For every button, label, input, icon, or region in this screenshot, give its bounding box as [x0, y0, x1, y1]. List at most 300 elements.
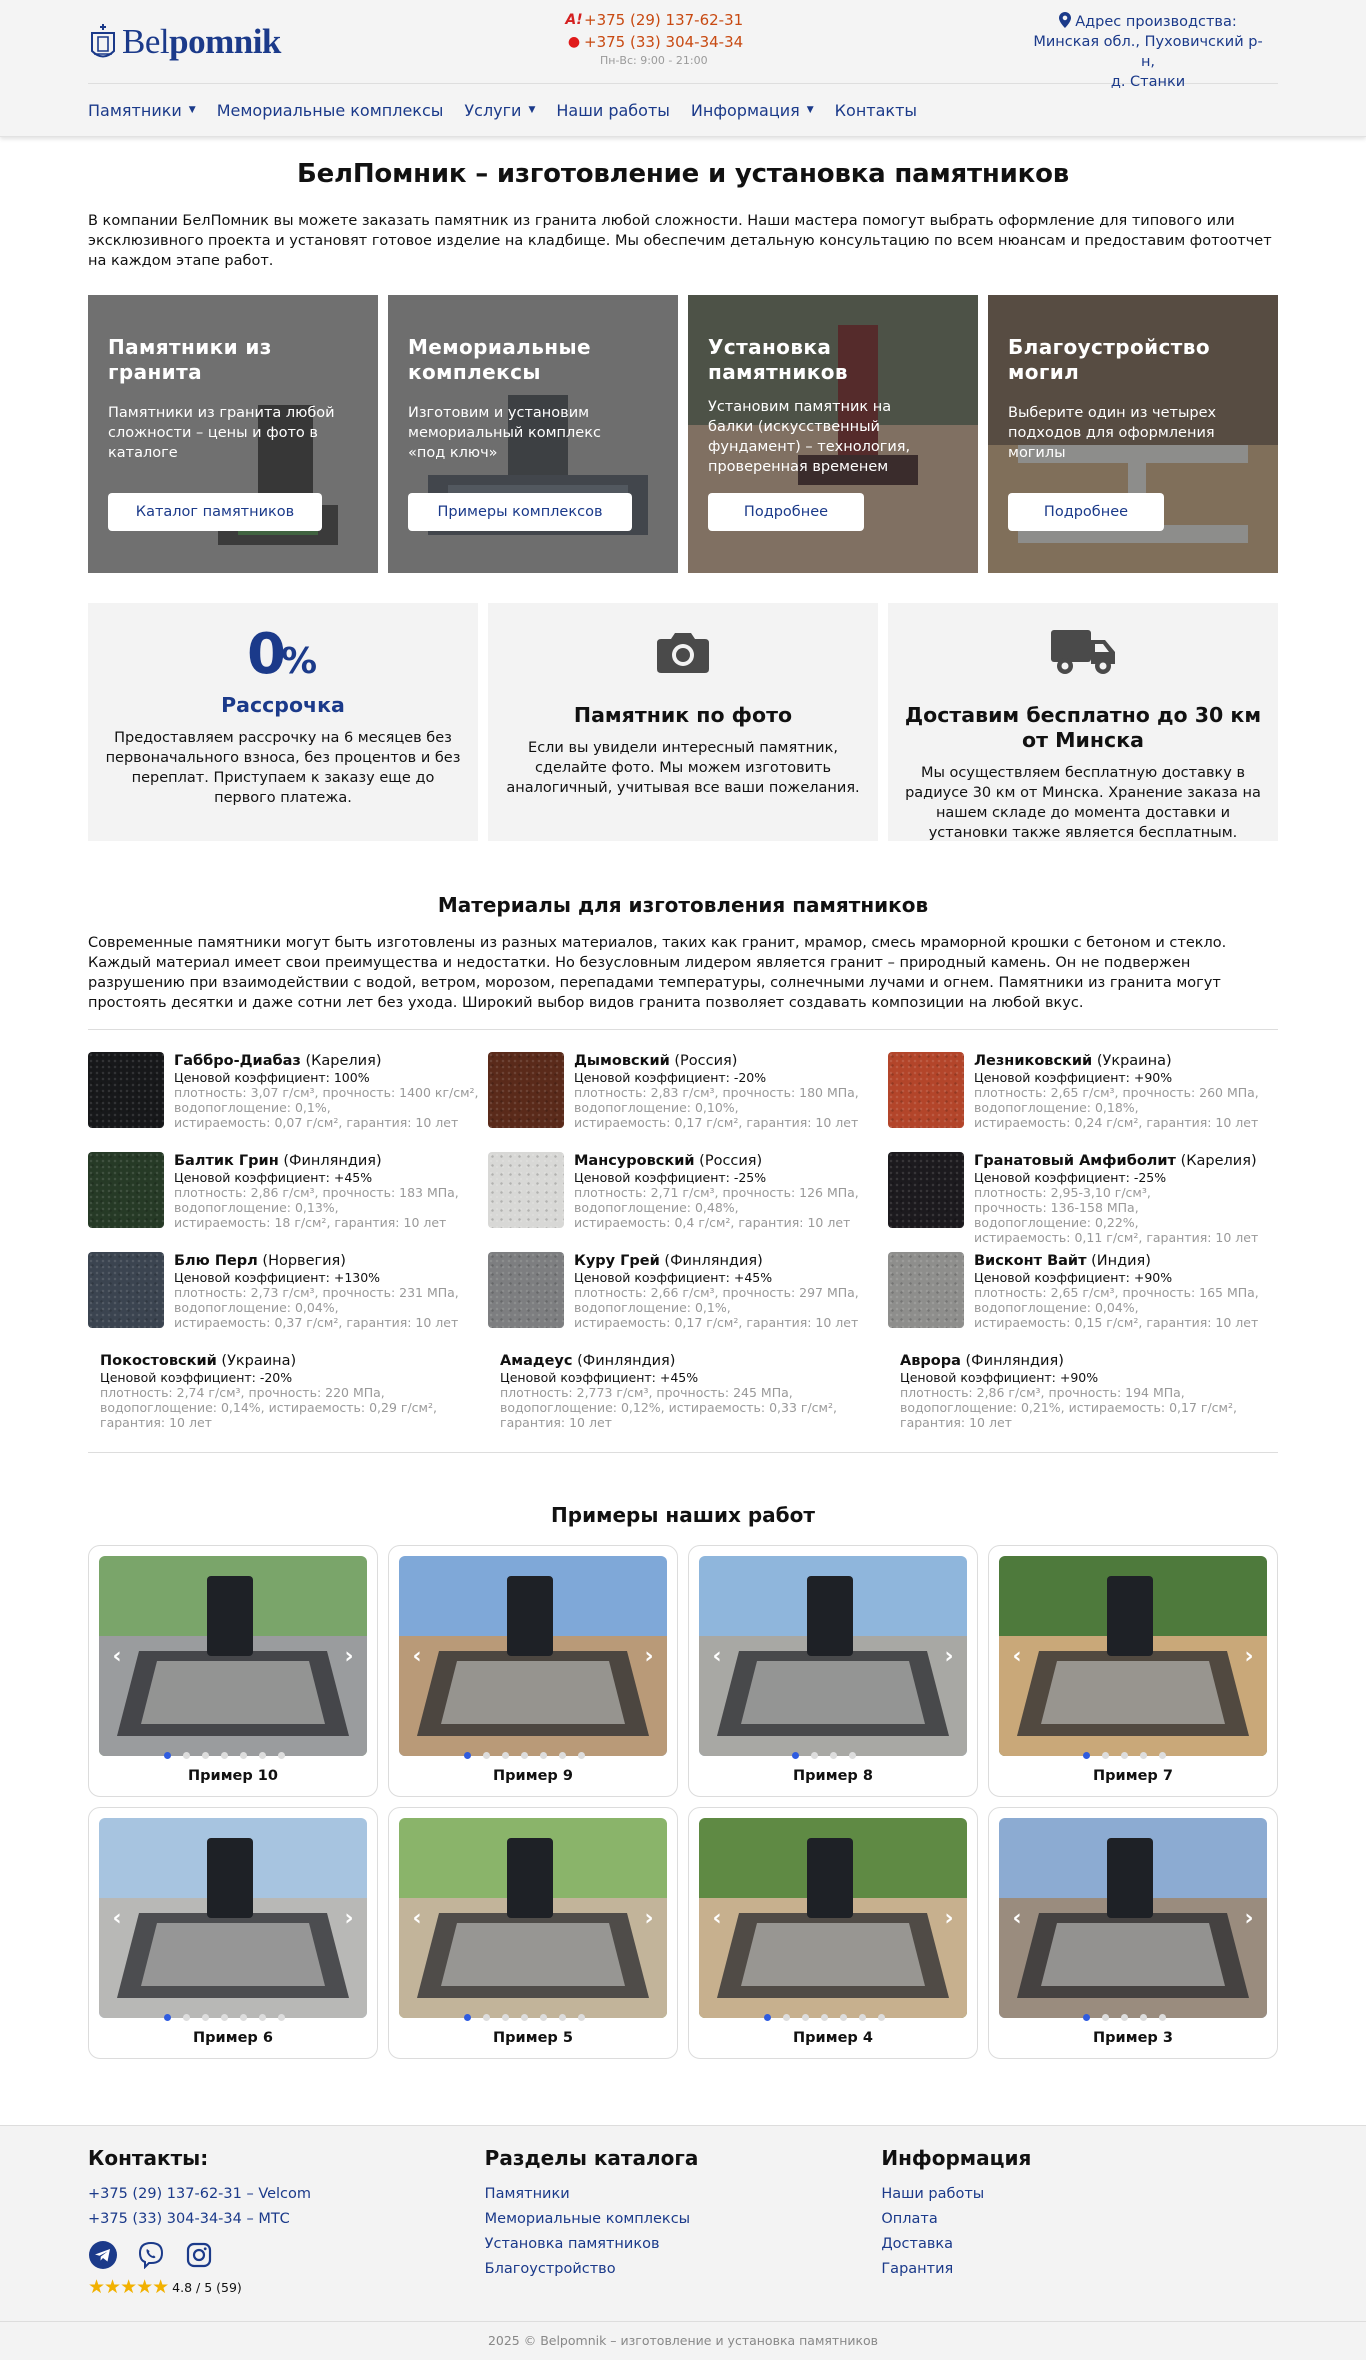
- camera-icon: [657, 629, 709, 673]
- work-caption: Пример 6: [193, 2030, 273, 2046]
- work-card[interactable]: [988, 1807, 1278, 2059]
- nav-item-label: Информация: [690, 100, 800, 120]
- material-title: [900, 1352, 1278, 1370]
- material-item: [88, 1252, 488, 1352]
- material-origin: (Финляндия): [283, 1153, 382, 1169]
- header-top: [88, 0, 1278, 90]
- nav-item-label: Памятники: [88, 100, 182, 120]
- nav-item-label: Мемориальные комплексы: [216, 100, 444, 120]
- slider-dots: [464, 2014, 585, 2021]
- slider-dot[interactable]: [240, 1752, 247, 1759]
- nav-item-memorial-complexes[interactable]: [217, 101, 444, 120]
- slider-dots: [1083, 1752, 1166, 1759]
- chevron-left-icon[interactable]: ‹: [1012, 1644, 1022, 1669]
- material-title: [974, 1052, 1259, 1070]
- material-spec: истираемость: 18 г/см², гарантия: 10 лет: [174, 1215, 447, 1230]
- slider-dot[interactable]: [164, 1752, 171, 1759]
- velcom-icon: A!: [565, 12, 583, 28]
- feature-by-photo: [488, 603, 878, 841]
- material-name: Аврора: [900, 1353, 961, 1369]
- material-item: [488, 1052, 888, 1152]
- landscaping-more-button[interactable]: Подробнее: [1008, 493, 1164, 531]
- material-spec: водопоглощение: 0,21%, истираемость: 0,17 г/см²,: [900, 1400, 1237, 1415]
- slider-dot[interactable]: [521, 1752, 528, 1759]
- work-photo-image: [99, 1556, 367, 1756]
- working-hours: Пн-Вс: 9:00 - 21:00: [600, 54, 708, 67]
- service-text: Изготовим и установим мемориальный комплекс «под ключ»: [408, 405, 601, 461]
- material-coefficient: Ценовой коэффициент: +90%: [900, 1370, 1099, 1385]
- chevron-down-icon: ▼: [188, 105, 196, 115]
- slider-dot[interactable]: [464, 2014, 471, 2021]
- address-label: Адрес производства:: [1075, 14, 1237, 30]
- material-item: [888, 1152, 1278, 1252]
- material-swatch: [888, 1052, 964, 1128]
- slider-dot[interactable]: [559, 2014, 566, 2021]
- work-photo[interactable]: [699, 1818, 967, 2018]
- material-coefficient: Ценовой коэффициент: 100%: [174, 1070, 370, 1085]
- material-info: [574, 1252, 859, 1352]
- nav-item-our-works[interactable]: [556, 101, 670, 120]
- material-item: [488, 1252, 888, 1352]
- footer-catalog-title: Разделы каталога: [484, 2146, 699, 2170]
- material-spec: водопоглощение: 0,18%,: [974, 1100, 1139, 1115]
- material-title: [574, 1152, 859, 1170]
- materials-extra-grid: [88, 1352, 1278, 1444]
- services-grid: [88, 295, 1278, 573]
- site-header: [0, 0, 1366, 137]
- work-photo[interactable]: [99, 1818, 367, 2018]
- material-name: Мансуровский: [574, 1153, 695, 1169]
- feature-installment: [88, 603, 478, 841]
- material-title: [974, 1152, 1258, 1170]
- material-item: [88, 1052, 488, 1152]
- work-caption: Пример 10: [188, 1768, 278, 1784]
- slider-dot[interactable]: [183, 1752, 190, 1759]
- material-spec: плотность: 2,71 г/см³, прочность: 126 МПа,: [574, 1185, 859, 1200]
- chevron-left-icon[interactable]: ‹: [112, 1644, 122, 1669]
- footer-info-title: Информация: [881, 2146, 1032, 2170]
- logo-emblem-icon: [88, 21, 118, 63]
- footer-contacts-title: Контакты:: [88, 2146, 209, 2170]
- material-name: Габбро-Диабаз: [174, 1053, 301, 1069]
- slider-dot[interactable]: [202, 1752, 209, 1759]
- work-card[interactable]: [388, 1807, 678, 2059]
- material-swatch: [88, 1152, 164, 1228]
- material-swatch: [488, 1052, 564, 1128]
- material-item: [888, 1352, 1278, 1444]
- chevron-left-icon[interactable]: ‹: [712, 1644, 722, 1669]
- copyright: 2025 © Belpomnik – изготовление и установка памятников: [0, 2321, 1366, 2360]
- material-spec: истираемость: 0,4 г/см², гарантия: 10 лет: [574, 1215, 851, 1230]
- slider-dot[interactable]: [540, 1752, 547, 1759]
- slider-dot[interactable]: [1159, 1752, 1166, 1759]
- material-swatch: [888, 1152, 964, 1228]
- slider-dot[interactable]: [1083, 1752, 1090, 1759]
- slider-dot[interactable]: [259, 2014, 266, 2021]
- work-photo[interactable]: [399, 1556, 667, 1756]
- service-card-landscaping[interactable]: [988, 295, 1278, 573]
- material-spec: плотность: 2,86 г/см³, прочность: 194 МПа,: [900, 1385, 1185, 1400]
- nav-item-label: Наши работы: [556, 100, 670, 120]
- slider-dot[interactable]: [830, 1752, 837, 1759]
- works-grid: [88, 1545, 1278, 2059]
- material-info: [574, 1152, 859, 1252]
- material-spec: плотность: 2,86 г/см³, прочность: 183 МПа,: [174, 1185, 459, 1200]
- work-card[interactable]: [88, 1545, 378, 1797]
- material-spec: водопоглощение: 0,13%,: [174, 1200, 339, 1215]
- material-swatch: [88, 1052, 164, 1128]
- slider-dot[interactable]: [578, 2014, 585, 2021]
- material-coefficient: Ценовой коэффициент: -20%: [100, 1370, 293, 1385]
- rating-stars-icon: ★★★★★: [88, 2276, 169, 2298]
- material-spec: прочность: 136-158 МПа,: [974, 1200, 1139, 1215]
- material-spec: водопоглощение: 0,1%,: [174, 1100, 331, 1115]
- footer-catalog: [485, 2146, 882, 2321]
- chevron-left-icon[interactable]: ‹: [412, 1644, 422, 1669]
- material-item: [888, 1252, 1278, 1352]
- material-spec: водопоглощение: 0,14%, истираемость: 0,29 г/см²,: [100, 1400, 437, 1415]
- slider-dot[interactable]: [849, 1752, 856, 1759]
- feature-text: Предоставляем рассрочку на 6 месяцев без первоначального взноса, без процентов и без переплат. Приступаем к заказу еще до первого платежа.: [105, 730, 461, 806]
- slider-dot[interactable]: [502, 1752, 509, 1759]
- material-name: Балтик Грин: [174, 1153, 279, 1169]
- chevron-left-icon[interactable]: ‹: [712, 1906, 722, 1931]
- chevron-right-icon[interactable]: ›: [644, 1906, 654, 1931]
- material-swatch: [488, 1252, 564, 1328]
- slider-dot[interactable]: [1121, 2014, 1128, 2021]
- work-photo-image: [699, 1556, 967, 1756]
- chevron-right-icon[interactable]: ›: [344, 1644, 354, 1669]
- material-info: [974, 1152, 1258, 1252]
- material-coefficient: Ценовой коэффициент: +45%: [174, 1170, 373, 1185]
- footer-link-warranty[interactable]: Гарантия: [881, 2261, 954, 2277]
- work-photo[interactable]: [99, 1556, 367, 1756]
- site-footer: [0, 2125, 1366, 2360]
- work-card[interactable]: [388, 1545, 678, 1797]
- chevron-left-icon[interactable]: ‹: [1012, 1906, 1022, 1931]
- slider-dot[interactable]: [240, 2014, 247, 2021]
- divider: [88, 1452, 1278, 1453]
- feature-text: Если вы увидели интересный памятник, сделайте фото. Мы можем изготовить аналогичный, учитывая все ваши пожелания.: [506, 740, 860, 796]
- footer-link-works[interactable]: Наши работы: [881, 2186, 985, 2202]
- material-title: [100, 1352, 488, 1370]
- slider-dot[interactable]: [221, 1752, 228, 1759]
- nav-item-contacts[interactable]: [835, 101, 917, 120]
- nav-item-services[interactable]: [464, 101, 535, 120]
- work-photo[interactable]: [999, 1556, 1267, 1756]
- work-caption: Пример 5: [493, 2030, 573, 2046]
- feature-text: Мы осуществляем бесплатную доставку в радиусе 30 км от Минска. Хранение заказа на нашем складе до момента доставки и установки также является бесплатным.: [905, 765, 1261, 841]
- material-info: [174, 1252, 459, 1352]
- material-swatch: [888, 1252, 964, 1328]
- chevron-right-icon[interactable]: ›: [944, 1906, 954, 1931]
- material-spec: истираемость: 0,11 г/см², гарантия: 10 лет: [974, 1230, 1259, 1245]
- footer-link-installation[interactable]: Установка памятников: [484, 2236, 660, 2252]
- material-swatch: [88, 1252, 164, 1328]
- material-title: [574, 1252, 859, 1270]
- chevron-right-icon[interactable]: ›: [1244, 1906, 1254, 1931]
- telegram-icon[interactable]: [88, 2240, 118, 2270]
- material-origin: (Карелия): [1180, 1153, 1257, 1169]
- work-card[interactable]: [688, 1807, 978, 2059]
- material-spec: истираемость: 0,17 г/см², гарантия: 10 лет: [574, 1115, 859, 1130]
- material-spec: плотность: 2,95-3,10 г/см³,: [974, 1185, 1151, 1200]
- address-line-1: Минская обл., Пуховичский р-н,: [1033, 34, 1263, 70]
- material-name: Дымовский: [574, 1053, 670, 1069]
- material-title: [174, 1052, 479, 1070]
- material-spec: истираемость: 0,15 г/см², гарантия: 10 лет: [974, 1315, 1259, 1330]
- material-info: [174, 1152, 459, 1252]
- chevron-right-icon[interactable]: ›: [1244, 1644, 1254, 1669]
- material-swatch: [488, 1152, 564, 1228]
- slider-dot[interactable]: [1159, 2014, 1166, 2021]
- material-name: Висконт Вайт: [974, 1253, 1087, 1269]
- slider-dot[interactable]: [559, 1752, 566, 1759]
- slider-dot[interactable]: [1140, 1752, 1147, 1759]
- slider-dot[interactable]: [540, 2014, 547, 2021]
- material-item: [488, 1352, 888, 1444]
- work-photo-image: [99, 1818, 367, 2018]
- material-item: [488, 1152, 888, 1252]
- material-info: [974, 1052, 1259, 1152]
- nav-item-label: Услуги: [464, 100, 522, 120]
- installation-more-button[interactable]: Подробнее: [708, 493, 864, 531]
- material-spec: гарантия: 10 лет: [500, 1415, 612, 1430]
- material-spec: плотность: 2,65 г/см³, прочность: 260 МПа,: [974, 1085, 1259, 1100]
- material-name: Покостовский: [100, 1353, 217, 1369]
- material-title: [174, 1152, 459, 1170]
- material-name: Гранатовый Амфиболит: [974, 1153, 1176, 1169]
- slider-dot[interactable]: [1102, 1752, 1109, 1759]
- header-phones: [564, 9, 812, 67]
- slider-dot[interactable]: [1102, 2014, 1109, 2021]
- production-address: [1028, 12, 1268, 92]
- material-spec: истираемость: 0,37 г/см², гарантия: 10 лет: [174, 1315, 459, 1330]
- service-title: Мемориальные комплексы: [408, 335, 591, 384]
- svg-text:0: 0: [247, 623, 286, 679]
- rating-value: 4.8 / 5 (59): [172, 2279, 242, 2295]
- slider-dot[interactable]: [259, 1752, 266, 1759]
- work-photo[interactable]: [999, 1818, 1267, 2018]
- work-caption: Пример 9: [493, 1768, 573, 1784]
- material-info: [174, 1052, 479, 1152]
- footer-link-monuments[interactable]: Памятники: [484, 2186, 570, 2202]
- slider-dot[interactable]: [221, 2014, 228, 2021]
- material-spec: плотность: 2,65 г/см³, прочность: 165 МПа,: [974, 1285, 1259, 1300]
- material-spec: истираемость: 0,24 г/см², гарантия: 10 лет: [974, 1115, 1259, 1130]
- work-photo-image: [999, 1818, 1267, 2018]
- service-text: Выберите один из четырех подходов для оформления могилы: [1008, 405, 1217, 461]
- work-card[interactable]: [688, 1545, 978, 1797]
- slider-dot[interactable]: [502, 2014, 509, 2021]
- material-spec: истираемость: 0,07 г/см², гарантия: 10 лет: [174, 1115, 459, 1130]
- footer-phone-mts[interactable]: +375 (33) 304-34-34 – МТС: [88, 2211, 290, 2227]
- material-name: Блю Перл: [174, 1253, 258, 1269]
- material-info: [574, 1052, 859, 1152]
- slider-dot[interactable]: [840, 2014, 847, 2021]
- service-card-installation[interactable]: [688, 295, 978, 573]
- viber-icon[interactable]: [136, 2240, 166, 2270]
- work-caption: Пример 4: [793, 2030, 873, 2046]
- service-text: Установим памятник на балки (искусственный фундамент) – технология, проверенная временем: [708, 399, 911, 475]
- materials-title: Материалы для изготовления памятников: [437, 893, 929, 917]
- material-spec: гарантия: 10 лет: [900, 1415, 1012, 1430]
- slider-dot[interactable]: [792, 1752, 799, 1759]
- slider-dots: [164, 1752, 285, 1759]
- material-origin: (Карелия): [305, 1053, 382, 1069]
- memorial-examples-button[interactable]: Примеры комплексов: [408, 493, 632, 531]
- material-origin: (Украина): [221, 1353, 297, 1369]
- slider-dots: [792, 1752, 856, 1759]
- material-spec: гарантия: 10 лет: [100, 1415, 212, 1430]
- material-spec: водопоглощение: 0,1%,: [574, 1300, 731, 1315]
- divider: [88, 1029, 1278, 1030]
- material-spec: плотность: 3,07 г/см³, прочность: 1400 кг/см²,: [174, 1085, 479, 1100]
- slider-dot[interactable]: [783, 2014, 790, 2021]
- chevron-down-icon: ▼: [806, 105, 814, 115]
- material-origin: (Россия): [699, 1153, 763, 1169]
- material-item: [888, 1052, 1278, 1152]
- intro-text: В компании БелПомник вы можете заказать памятник из гранита любой сложности. Наши мастера помогут выбрать оформление для типового или эксклюзивного проекта и установят готовое изделие на кладбище. Мы обеспечим детальную консультацию по всем нюансам и предоставим фотоотчет на каждом этапе работ.: [88, 213, 1272, 269]
- slider-dot[interactable]: [811, 1752, 818, 1759]
- material-coefficient: Ценовой коэффициент: +90%: [974, 1270, 1173, 1285]
- material-spec: водопоглощение: 0,12%, истираемость: 0,33 г/см²,: [500, 1400, 837, 1415]
- material-spec: водопоглощение: 0,48%,: [574, 1200, 739, 1215]
- material-title: [574, 1052, 859, 1070]
- feature-title: Рассрочка: [221, 693, 345, 717]
- material-title: [974, 1252, 1259, 1270]
- slider-dot[interactable]: [202, 2014, 209, 2021]
- slider-dot[interactable]: [1140, 2014, 1147, 2021]
- service-title: Благоустройство могил: [1008, 335, 1210, 384]
- page-title: БелПомник – изготовление и установка памятников: [296, 159, 1070, 189]
- instagram-icon[interactable]: [184, 2240, 214, 2270]
- percent-icon: [247, 623, 319, 679]
- slider-dot[interactable]: [878, 2014, 885, 2021]
- feature-title: Памятник по фото: [573, 703, 793, 727]
- material-spec: водопоглощение: 0,10%,: [574, 1100, 739, 1115]
- footer-link-memorials[interactable]: Мемориальные комплексы: [484, 2211, 691, 2227]
- address-line-2: д. Станки: [1110, 74, 1186, 90]
- chevron-right-icon[interactable]: ›: [344, 1906, 354, 1931]
- work-caption: Пример 3: [1093, 2030, 1173, 2046]
- phone-mts-number: +375 (33) 304-34-34: [584, 33, 744, 51]
- material-coefficient: Ценовой коэффициент: +45%: [574, 1270, 773, 1285]
- work-photo-image: [399, 1818, 667, 2018]
- works-title: Примеры наших работ: [551, 1503, 815, 1527]
- catalog-button[interactable]: Каталог памятников: [108, 493, 322, 531]
- material-spec: водопоглощение: 0,22%,: [974, 1215, 1139, 1230]
- logo[interactable]: [88, 20, 281, 64]
- slider-dot[interactable]: [1083, 2014, 1090, 2021]
- features-row: [88, 603, 1278, 841]
- footer-phone-velcom[interactable]: +375 (29) 137-62-31 – Velcom: [88, 2186, 312, 2202]
- material-name: Лезниковский: [974, 1053, 1093, 1069]
- material-title: [174, 1252, 459, 1270]
- slider-dot[interactable]: [483, 1752, 490, 1759]
- work-caption: Пример 7: [1093, 1768, 1173, 1784]
- material-coefficient: Ценовой коэффициент: +90%: [974, 1070, 1173, 1085]
- work-photo-image: [699, 1818, 967, 2018]
- material-origin: (Финляндия): [664, 1253, 763, 1269]
- nav-item-label: Контакты: [834, 100, 918, 120]
- material-origin: (Россия): [674, 1053, 738, 1069]
- material-name: Куру Грей: [574, 1253, 660, 1269]
- material-origin: (Норвегия): [262, 1253, 346, 1269]
- nav-item-monuments[interactable]: [88, 101, 196, 120]
- work-card[interactable]: [988, 1545, 1278, 1797]
- slider-dot[interactable]: [483, 2014, 490, 2021]
- work-photo-image: [999, 1556, 1267, 1756]
- work-photo[interactable]: [699, 1556, 967, 1756]
- rating: [88, 2276, 485, 2298]
- chevron-left-icon[interactable]: ‹: [412, 1906, 422, 1931]
- chevron-left-icon[interactable]: ‹: [112, 1906, 122, 1931]
- work-photo[interactable]: [399, 1818, 667, 2018]
- slider-dot[interactable]: [164, 2014, 171, 2021]
- material-origin: (Украина): [1096, 1053, 1172, 1069]
- service-card-memorial[interactable]: [388, 295, 678, 573]
- material-spec: водопоглощение: 0,04%,: [174, 1300, 339, 1315]
- material-coefficient: Ценовой коэффициент: +45%: [500, 1370, 699, 1385]
- logo-text-pomnik: pomnik: [169, 22, 281, 61]
- material-spec: плотность: 2,83 г/см³, прочность: 180 МПа,: [574, 1085, 859, 1100]
- materials-grid: [88, 1052, 1278, 1352]
- slider-dot[interactable]: [578, 1752, 585, 1759]
- mts-icon: ●: [567, 34, 581, 50]
- slider-dot[interactable]: [802, 2014, 809, 2021]
- chevron-down-icon: ▼: [528, 105, 536, 115]
- chevron-right-icon[interactable]: ›: [944, 1644, 954, 1669]
- chevron-right-icon[interactable]: ›: [644, 1644, 654, 1669]
- material-title: [500, 1352, 888, 1370]
- slider-dot[interactable]: [821, 2014, 828, 2021]
- slider-dot[interactable]: [859, 2014, 866, 2021]
- logo-text-bel: Bel: [122, 22, 170, 61]
- phone-velcom[interactable]: [564, 9, 812, 31]
- material-spec: истираемость: 0,17 г/см², гарантия: 10 лет: [574, 1315, 859, 1330]
- slider-dot[interactable]: [764, 2014, 771, 2021]
- material-name: Амадеус: [500, 1353, 573, 1369]
- slider-dots: [1083, 2014, 1166, 2021]
- nav-item-information[interactable]: [691, 101, 814, 120]
- slider-dot[interactable]: [521, 2014, 528, 2021]
- phone-mts[interactable]: [564, 31, 812, 53]
- work-card[interactable]: [88, 1807, 378, 2059]
- slider-dot[interactable]: [183, 2014, 190, 2021]
- work-caption: Пример 8: [793, 1768, 873, 1784]
- slider-dots: [464, 1752, 585, 1759]
- service-card-granite[interactable]: [88, 295, 378, 573]
- svg-text:%: %: [281, 641, 318, 679]
- material-spec: плотность: 2,66 г/см³, прочность: 297 МПа,: [574, 1285, 859, 1300]
- slider-dot[interactable]: [464, 1752, 471, 1759]
- phone-velcom-number: +375 (29) 137-62-31: [584, 11, 744, 29]
- main-content: [0, 137, 1366, 2059]
- materials-description: Современные памятники могут быть изготовлены из разных материалов, таких как гранит, мрамор, смесь мраморной крошки с бетоном и стекло. Каждый материал имеет свои преимущества и недостатки. Но безусловным лидером является гранит – природный камень. Он не подвержен разрушению при взаимодействии с водой, ветром, морозом, перепадами температуры, солнечными лучами и огнем. Памятники из гранита могут простоять десятки и даже сотни лет без ухода. Широкий выбор видов гранита позволяет создавать композиции на любой вкус.: [88, 935, 1227, 1011]
- footer-link-payment[interactable]: Оплата: [881, 2211, 938, 2227]
- material-spec: плотность: 2,73 г/см³, прочность: 231 МПа,: [174, 1285, 459, 1300]
- footer-link-landscaping[interactable]: Благоустройство: [484, 2261, 616, 2277]
- footer-link-delivery[interactable]: Доставка: [881, 2236, 954, 2252]
- slider-dot[interactable]: [278, 2014, 285, 2021]
- material-coefficient: Ценовой коэффициент: +130%: [174, 1270, 381, 1285]
- slider-dot[interactable]: [1121, 1752, 1128, 1759]
- material-info: [974, 1252, 1259, 1352]
- slider-dot[interactable]: [278, 1752, 285, 1759]
- slider-dots: [164, 2014, 285, 2021]
- slider-dots: [764, 2014, 885, 2021]
